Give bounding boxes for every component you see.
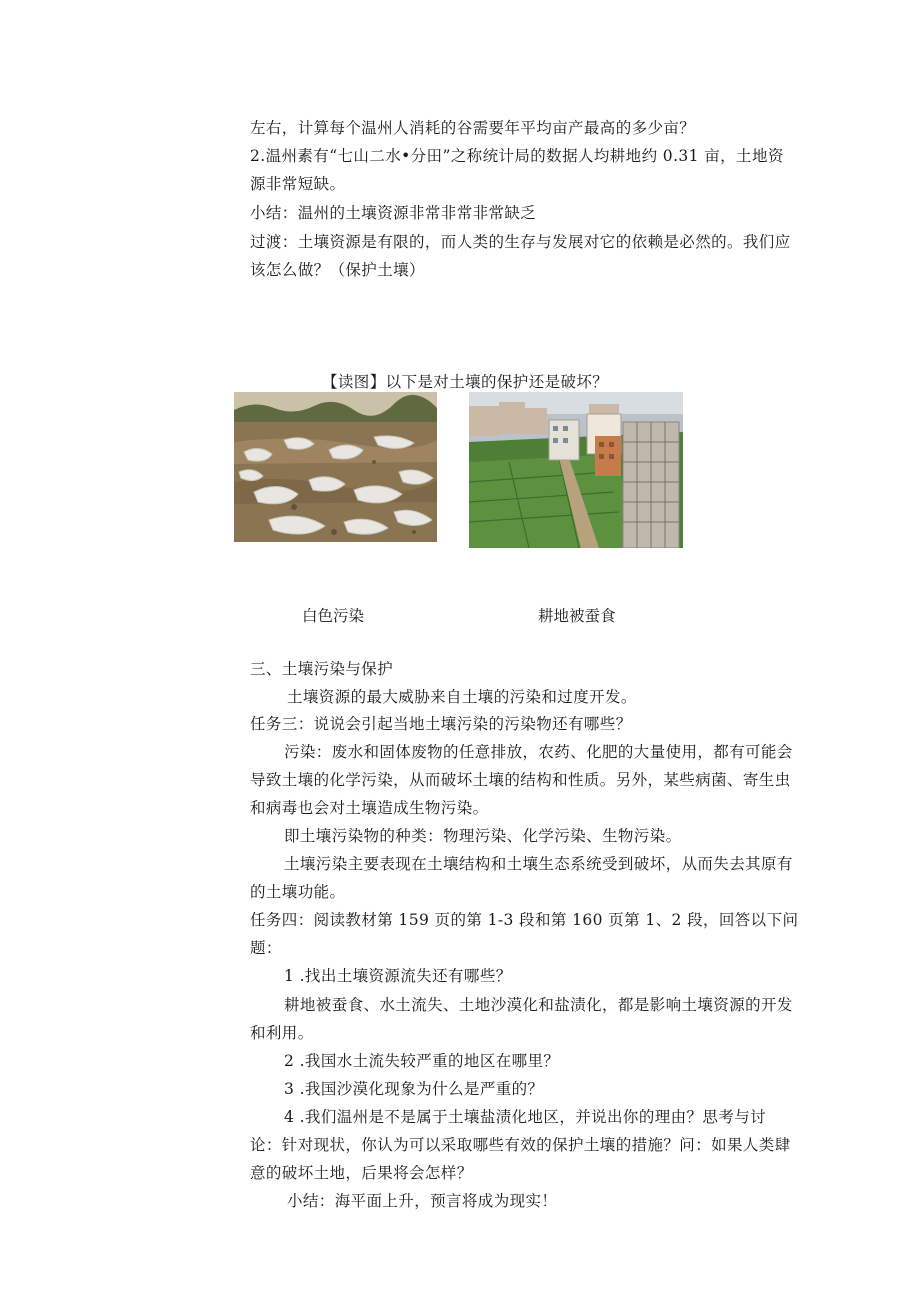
- body-text-line: 的土壤功能。: [250, 883, 346, 901]
- body-text-line: 污染：废水和固体废物的任意排放，农药、化肥的大量使用，都有可能会: [284, 743, 793, 761]
- body-text-line: 即土壤污染物的种类：物理污染、化学污染、生物污染。: [284, 827, 682, 845]
- question-line: 3 .我国沙漠化现象为什么是严重的？: [284, 1080, 544, 1098]
- question-line: 4 .我们温州是不是属于土壤盐渍化地区，并说出你的理由？思考与讨: [284, 1108, 767, 1126]
- right-photo-caption: 耕地被蚕食: [538, 607, 616, 625]
- body-text-line: 该怎么做？（保护土壤）: [250, 261, 425, 279]
- figure-title: 【读图】以下是对土壤的保护还是破坏？: [322, 373, 609, 391]
- question-line: 2 .我国水土流失较严重的地区在哪里？: [284, 1052, 560, 1070]
- body-text-line: 论：针对现状，你认为可以采取哪些有效的保护土壤的措施？问：如果人类肆: [250, 1136, 791, 1154]
- summary-line: 小结：温州的土壤资源非常非常非常缺乏: [250, 204, 537, 222]
- body-text-line: 源非常短缺。: [250, 175, 346, 193]
- body-text-line: 土壤资源的最大威胁来自土壤的污染和过度开发。: [287, 688, 637, 706]
- section-heading: 三、土壤污染与保护: [250, 660, 394, 678]
- body-text-line: 2.温州素有“七山二水•分田”之称统计局的数据人均耕地约 0.31 亩，土地资: [250, 147, 784, 165]
- body-text-line: 和病毒也会对土壤造成生物污染。: [250, 799, 489, 817]
- body-text-line: 土壤污染主要表现在土壤结构和土壤生态系统受到破坏，从而失去其原有: [284, 855, 793, 873]
- body-text-line: 题：: [250, 939, 282, 957]
- task-line: 任务四：阅读教材第 159 页的第 1-3 段和第 160 页第 1、2 段，回答以下问: [250, 911, 799, 929]
- question-line: 1 .找出土壤资源流失还有哪些？: [284, 967, 512, 985]
- body-text-line: 和利用。: [250, 1024, 314, 1042]
- transition-line: 过渡：土壤资源是有限的，而人类的生存与发展对它的依赖是必然的。我们应: [250, 233, 791, 251]
- body-text-line: 耕地被蚕食、水土流失、土地沙漠化和盐渍化，都是影响土壤资源的开发: [284, 996, 793, 1014]
- body-text-line: 左右，计算每个温州人消耗的谷需要年平均亩产最高的多少亩？: [250, 119, 696, 137]
- summary-line: 小结：海平面上升，预言将成为现实！: [287, 1192, 558, 1210]
- farmland-encroached-photo: [469, 392, 683, 548]
- white-pollution-photo: [234, 392, 437, 542]
- task-line: 任务三：说说会引起当地土壤污染的污染物还有哪些？: [250, 715, 632, 733]
- body-text-line: 导致土壤的化学污染，从而破坏土壤的结构和性质。另外，某些病菌、寄生虫: [250, 771, 791, 789]
- left-photo-caption: 白色污染: [302, 607, 365, 625]
- body-text-line: 意的破坏土地，后果将会怎样？: [250, 1164, 473, 1182]
